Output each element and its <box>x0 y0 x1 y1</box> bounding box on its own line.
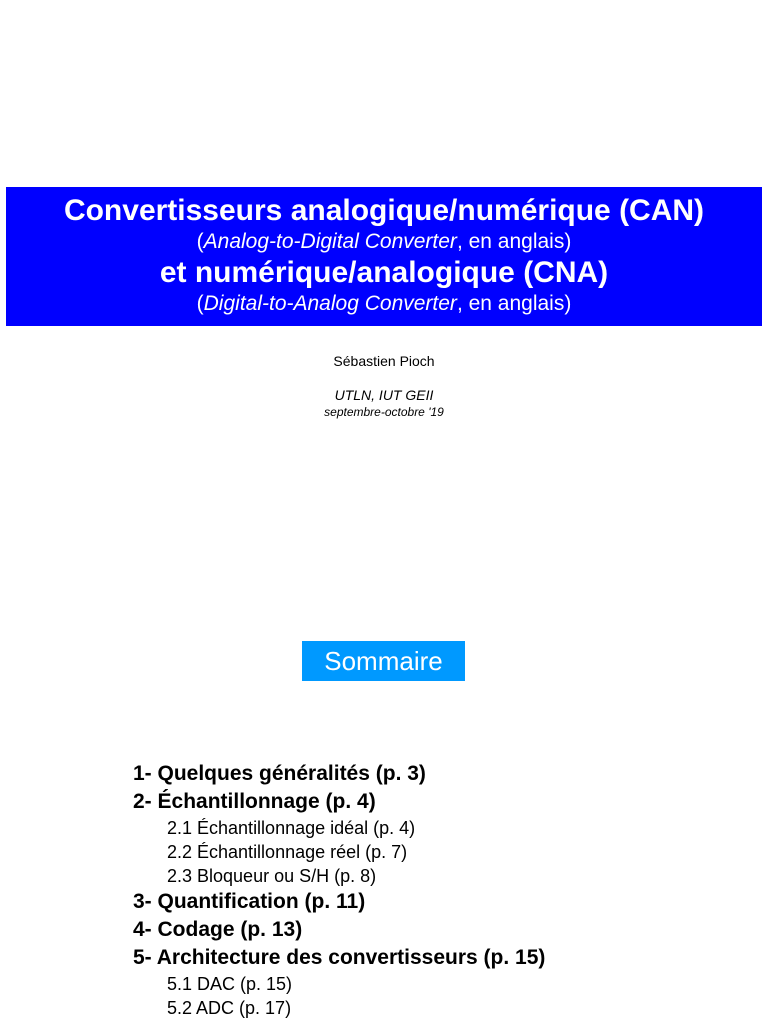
toc-item: 2- Échantillonnage (p. 4) <box>133 790 376 813</box>
affiliation: UTLN, IUT GEII <box>334 387 434 403</box>
toc-item: 3- Quantification (p. 11) <box>133 890 366 913</box>
toc-subitem: 5.1 DAC (p. 15) <box>167 974 293 994</box>
subtitle-adc-italic: Analog-to-Digital Converter <box>203 230 457 253</box>
subtitle-adc-rest: , en anglais) <box>456 230 572 253</box>
subtitle-adc <box>6 229 762 255</box>
date: septembre-octobre '19 <box>324 405 444 419</box>
toc-subitem: 2.3 Bloqueur ou S/H (p. 8) <box>167 866 377 886</box>
toc-item: 4- Codage (p. 13) <box>133 918 303 941</box>
author-name: Sébastien Pioch <box>333 353 435 369</box>
title-line-can: Convertisseurs analogique/numérique (CAN) <box>63 194 705 227</box>
subtitle-dac <box>6 291 762 317</box>
subtitle-dac-rest: , en anglais) <box>456 292 572 315</box>
title-banner <box>6 187 762 326</box>
toc-subitem: 5.2 ADC (p. 17) <box>167 998 292 1018</box>
subtitle-dac-italic: Digital-to-Analog Converter <box>203 292 457 315</box>
toc-item: 1- Quelques généralités (p. 3) <box>133 762 426 785</box>
toc-subitem: 2.2 Échantillonnage réel (p. 7) <box>167 842 408 862</box>
subtitle-dac-open: ( <box>196 292 204 315</box>
subtitle-adc-open: ( <box>196 230 204 253</box>
toc-item: 5- Architecture des convertisseurs (p. 15) <box>133 946 546 969</box>
table-of-contents <box>133 760 753 1020</box>
toc-subitem: 2.1 Échantillonnage idéal (p. 4) <box>167 818 416 838</box>
title-line-cna: et numérique/analogique (CNA) <box>159 256 609 289</box>
summary-heading: Sommaire <box>302 641 465 681</box>
